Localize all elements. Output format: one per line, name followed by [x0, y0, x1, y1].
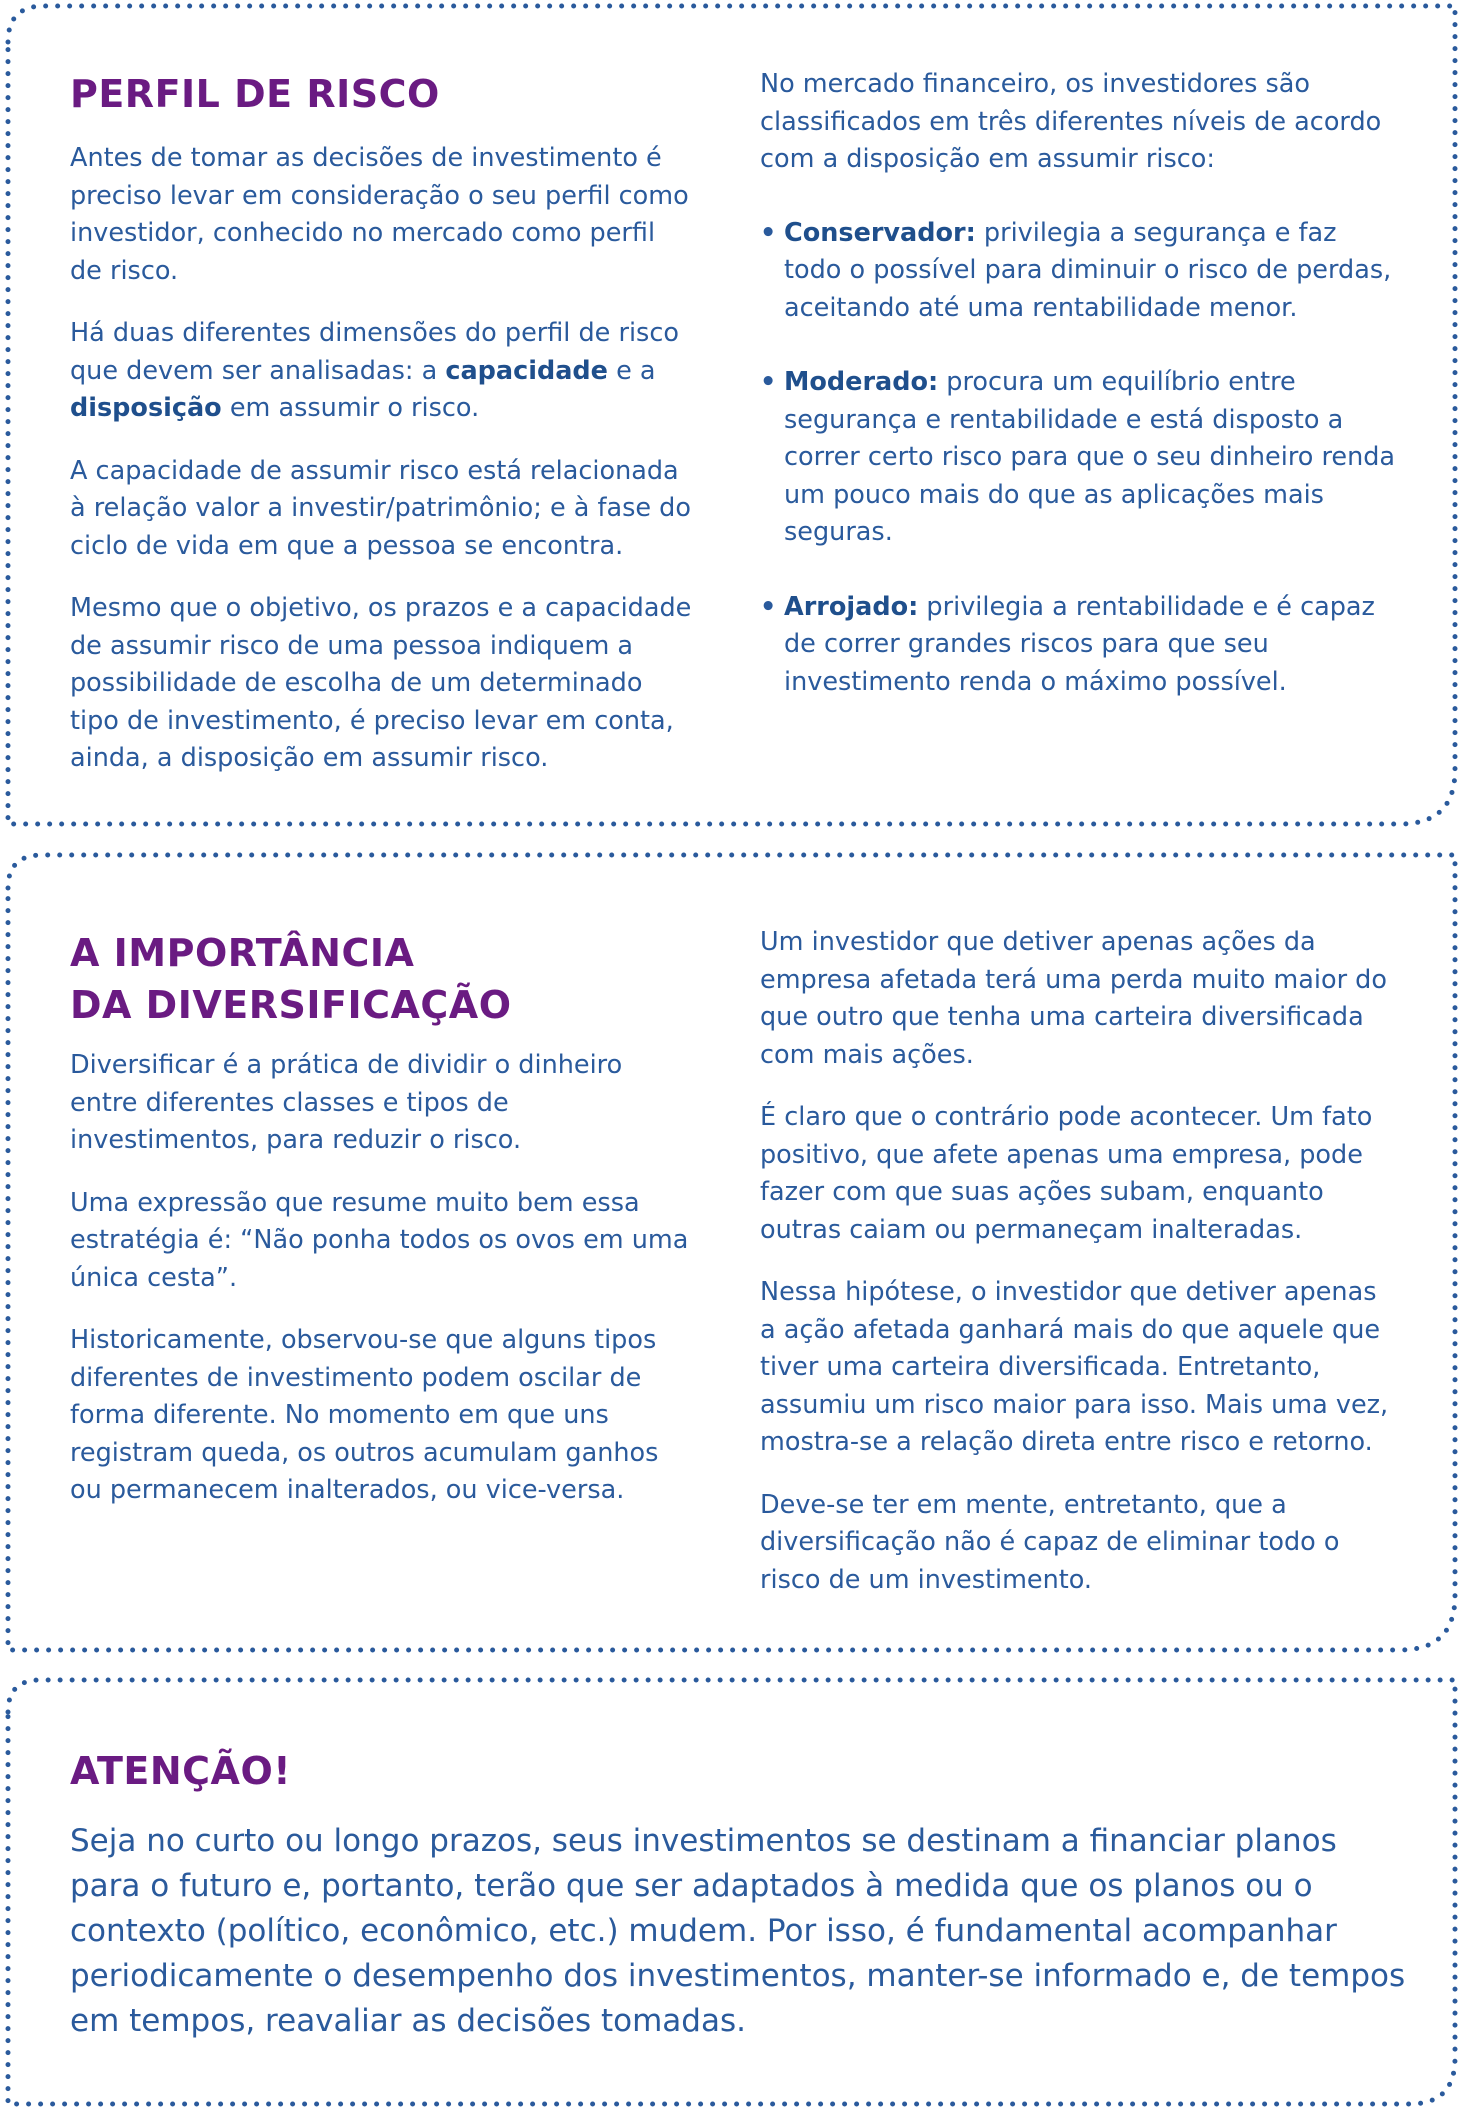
bullet-dot: •: [760, 217, 777, 248]
diversificacao-title: [70, 927, 695, 1031]
perfil-paragraph-2: Há duas diferentes dimensões do perfil de risco que devem ser analisadas: a capacidade e a disposição em assumir o risco.: [70, 318, 679, 423]
diversificacao-left-column: [70, 927, 695, 1535]
bullet-arrojado: [760, 589, 1400, 702]
disposicao-term: disposição: [70, 393, 222, 423]
diversificacao-section: [0, 855, 1461, 1655]
atencao-content: [70, 1745, 1410, 2044]
bullet-text: privilegia a segurança e faz todo o possível para diminuir o risco de perdas, aceitando até uma rentabilidade menor.: [784, 217, 1392, 323]
bullet-text: privilegia a rentabilidade e é capaz de correr grandes riscos para que seu investimento renda o máximo possível.: [784, 591, 1375, 697]
bullet-conservador: [760, 215, 1400, 328]
perfil-intro: No mercado financeiro, os investidores são classificados em três diferentes níveis de acordo com a disposição em assumir risco:: [760, 69, 1382, 174]
atencao-section: [0, 1680, 1461, 2110]
diversificacao-paragraph-1: Diversificar é a prática de dividir o dinheiro entre diferentes classes e tipos de investimentos, para reduzir o risco.: [70, 1050, 623, 1155]
diversificacao-paragraph-4: Um investidor que detiver apenas ações da empresa afetada terá uma perda muito maior do que outro que tenha uma carteira diversificada com mais ações.: [760, 927, 1387, 1070]
bullet-label: Arrojado:: [784, 591, 919, 622]
atencao-title: ATENÇÃO!: [70, 1749, 292, 1793]
diversificacao-paragraph-5: É claro que o contrário pode acontecer. Um fato positivo, que afete apenas uma empresa, pode fazer com que suas ações subam, enquanto outras caiam ou permaneçam inalteradas.: [760, 1102, 1373, 1245]
atencao-paragraph: Seja no curto ou longo prazos, seus investimentos se destinam a financiar planos para o futuro e, portanto, terão que ser adaptados à medida que os planos ou o contexto (político, econômico, etc.) mudem. Por isso, é fundamental acompanhar periodicamente o desempenho dos investimentos, manter-se informado e, de tempos em tempos, reavaliar as decisões tomadas.: [70, 1823, 1406, 2039]
bullet-moderado: [760, 364, 1400, 552]
capacidade-term: capacidade: [445, 355, 608, 386]
diversificacao-paragraph-6: Nessa hipótese, o investidor que detiver apenas a ação afetada ganhará mais do que aquele que tiver uma carteira diversificada. Entretanto, assumiu um risco maior para isso. Mais uma vez, mostra-se a relação direta entre risco e retorno.: [760, 1277, 1389, 1457]
diversificacao-paragraph-2: Uma expressão que resume muito bem essa estratégia é: “Não ponha todos os ovos em uma única cesta”.: [70, 1187, 689, 1293]
perfil-paragraph-1: Antes de tomar as decisões de investimento é preciso levar em consideração o seu perfil como investidor, conhecido no mercado como perfil de risco.: [70, 143, 689, 286]
diversificacao-title-line-2: DA DIVERSIFICAÇÃO: [70, 983, 512, 1027]
perfil-de-risco-section: [0, 0, 1461, 830]
diversificacao-paragraph-3: Historicamente, observou-se que alguns tipos diferentes de investimento podem oscilar de forma diferente. No momento em que uns registram queda, os outros acumulam ganhos ou permanecem inalterados, ou vice-versa.: [70, 1325, 659, 1505]
bullet-dot: •: [760, 591, 777, 622]
bullet-label: Moderado:: [784, 367, 939, 397]
perfil-paragraph-4: Mesmo que o objetivo, os prazos e a capacidade de assumir risco de uma pessoa indiquem a possibilidade de escolha de um determinado tipo de investimento, é preciso levar em conta, ainda, a disposição em assumir risco.: [70, 593, 692, 773]
bullet-text: procura um equilíbrio entre segurança e rentabilidade e está disposto a correr certo risco para que o seu dinheiro renda um pouco mais do que as aplicações mais seguras.: [784, 367, 1396, 547]
diversificacao-right-column: [760, 924, 1400, 1624]
diversificacao-paragraph-7: Deve-se ter em mente, entretanto, que a diversificação não é capaz de eliminar todo o risco de um investimento.: [760, 1489, 1340, 1595]
bullet-dot: •: [760, 367, 777, 397]
bullet-label: Conservador:: [784, 217, 976, 248]
perfil-left-column: [70, 68, 695, 803]
perfil-right-column: [760, 66, 1400, 738]
perfil-title: PERFIL DE RISCO: [70, 72, 440, 116]
diversificacao-title-line-1: A IMPORTÂNCIA: [70, 931, 415, 975]
perfil-paragraph-3: A capacidade de assumir risco está relacionada à relação valor a investir/patrimônio; e à fase do ciclo de vida em que a pessoa se encontra.: [70, 455, 691, 561]
